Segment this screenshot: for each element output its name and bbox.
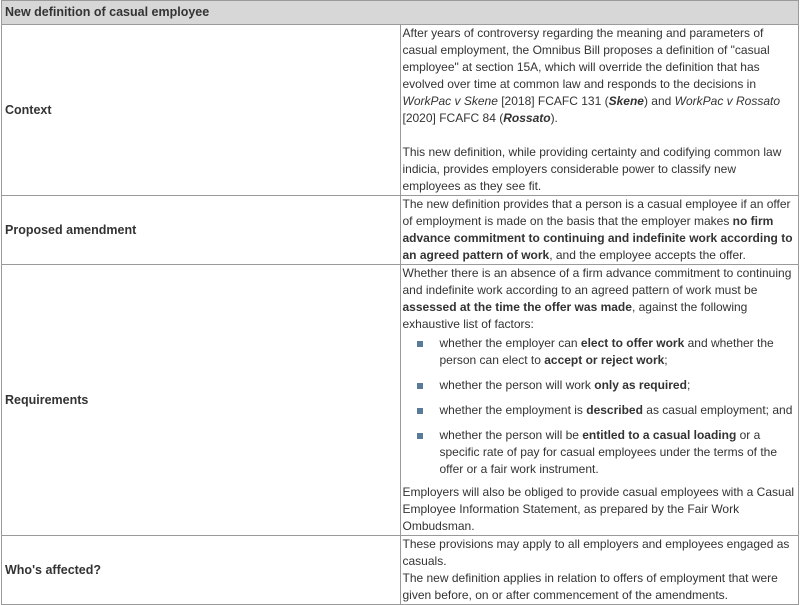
list-item xyxy=(403,427,797,478)
row-label-requirements: Requirements xyxy=(2,265,401,536)
text: whether the person will work xyxy=(439,378,595,392)
factor-list xyxy=(403,335,797,478)
context-paragraph-2: This new definition, while providing certainty and codifying common law indicia, provides employers considerable power to classify new employees as they see fit. xyxy=(402,145,782,193)
emphasis: entitled to a casual loading xyxy=(582,428,737,442)
context-paragraph-1 xyxy=(403,25,797,127)
proposed-paragraph xyxy=(403,196,797,264)
row-context xyxy=(2,25,799,196)
emphasis: described xyxy=(586,403,643,417)
emphasis: elect to offer work xyxy=(580,336,685,350)
text: ; xyxy=(686,378,691,392)
emphasis: no firm advance commitment to continuing and indefinite work according to an agreed pattern of work xyxy=(402,214,793,262)
case-name: WorkPac v Rossato xyxy=(674,94,781,108)
emphasis: assessed at the time the offer was made xyxy=(402,300,632,314)
text: [2020] FCAFC 84 ( xyxy=(402,111,504,125)
row-label-affected: Who's affected? xyxy=(2,536,401,605)
text: and whether the person can elect to xyxy=(439,336,774,367)
case-short-name: Skene xyxy=(608,94,644,108)
list-item xyxy=(403,402,797,419)
bullet-icon xyxy=(417,408,423,414)
spacer xyxy=(403,127,797,144)
text: After years of controversy regarding the meaning and parameters of casual employment, the Omnibus Bill proposes a definition of "casual employee" at section 15A, which will override the definition that has evolved over time at common law and responds to the decisions in xyxy=(402,26,770,91)
case-name: WorkPac v Skene xyxy=(402,94,498,108)
affected-line-2: The new definition applies in relation to offers of employment that were given before, on or after commencement of the amendments. xyxy=(402,571,778,602)
row-affected xyxy=(2,536,799,605)
row-content-requirements xyxy=(400,265,799,536)
bullet-icon xyxy=(417,341,423,347)
text: , and the employee accepts the offer. xyxy=(549,248,746,262)
bullet-icon xyxy=(417,433,423,439)
text: [2018] FCAFC 131 ( xyxy=(497,94,609,108)
row-label-context: Context xyxy=(2,25,401,196)
text: ). xyxy=(550,111,558,125)
emphasis: only as required xyxy=(594,378,687,392)
table-title: New definition of casual employee xyxy=(2,1,799,25)
text: whether the person will be xyxy=(439,428,583,442)
text: The new definition provides that a person is a casual employee if an offer of employment is made on the basis that the employer makes xyxy=(402,197,791,228)
casual-employee-table xyxy=(1,0,799,605)
text: or a specific rate of pay for casual employees under the terms of the offer or a fair work instrument. xyxy=(439,428,778,476)
row-content-affected xyxy=(400,536,799,605)
bullet-icon xyxy=(417,383,423,389)
emphasis: accept or reject work xyxy=(544,353,665,367)
row-label-proposed: Proposed amendment xyxy=(2,196,401,265)
case-short-name: Rossato xyxy=(503,111,551,125)
requirements-intro xyxy=(403,265,797,333)
list-item xyxy=(403,377,797,394)
row-content-context xyxy=(400,25,799,196)
text: whether the employer can xyxy=(439,336,581,350)
text: , against the following exhaustive list of factors: xyxy=(402,300,748,331)
row-requirements xyxy=(2,265,799,536)
row-content-proposed xyxy=(400,196,799,265)
list-item xyxy=(403,335,797,369)
text: whether the employment is xyxy=(439,403,587,417)
requirements-outro: Employers will also be obliged to provide casual employees with a Casual Employee Information Statement, as prepared by the Fair Work Ombudsman. xyxy=(402,485,795,533)
affected-line-1: These provisions may apply to all employers and employees engaged as casuals. xyxy=(402,537,790,568)
text: Whether there is an absence of a firm advance commitment to continuing and indefinite work according to an agreed pattern of work must be xyxy=(402,266,792,297)
text: as casual employment; and xyxy=(642,403,793,417)
text: ) and xyxy=(643,94,675,108)
row-proposed-amendment xyxy=(2,196,799,265)
text: ; xyxy=(664,353,668,367)
